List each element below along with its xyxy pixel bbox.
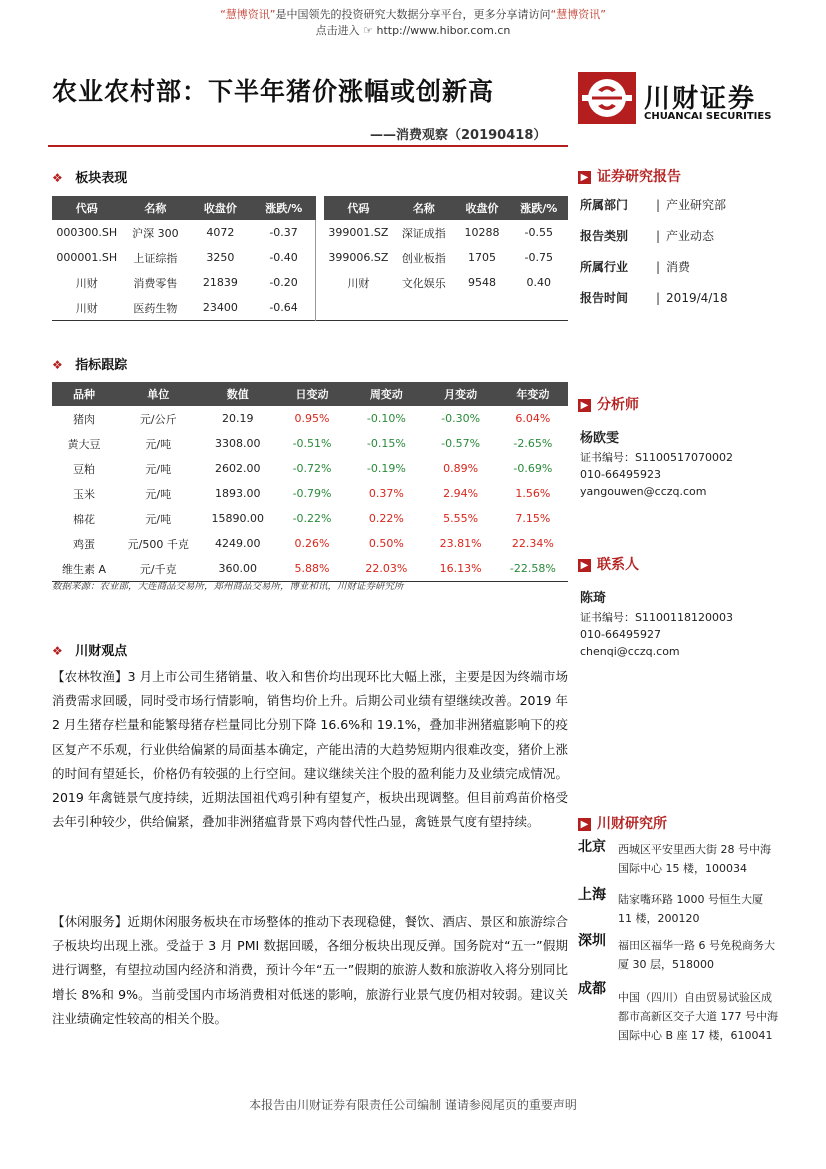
report-title: 农业农村部：下半年猪价涨幅或创新高 bbox=[52, 77, 495, 106]
col-year: 年变动 bbox=[498, 382, 568, 406]
col-close-2: 收盘价 bbox=[454, 196, 509, 220]
office-list bbox=[578, 836, 778, 1058]
office-beijing: 北京 西城区平安里西大街 28 号中海国际中心 15 楼，100034 bbox=[578, 839, 771, 875]
table-cell: 棉花 bbox=[72, 512, 95, 526]
meta-row: 报告时间 | 2019/4/18 bbox=[580, 291, 728, 305]
table-cell: 元/吨 bbox=[145, 437, 172, 451]
table-row: 川财 医药生物 23400 -0.64 bbox=[52, 295, 568, 321]
meta-row: 所属行业 | 消费 bbox=[580, 260, 691, 274]
logo-text-en: CHUANCAI SECURITIES bbox=[644, 111, 772, 122]
section-marker-icon: ▶ bbox=[578, 171, 591, 184]
table-cell: 2602.00 bbox=[214, 462, 261, 475]
table-row bbox=[52, 506, 568, 531]
report-type-heading: ▶ 证券研究报告 bbox=[578, 166, 681, 186]
table-cell: 维生素 A bbox=[61, 562, 106, 576]
office-shenzhen: 深圳 福田区福华一路 6 号免税商务大厦 30 层，518000 bbox=[578, 933, 775, 971]
table-cell: -0.72% bbox=[292, 462, 332, 475]
table-cell: -0.10% bbox=[366, 412, 406, 425]
table-row bbox=[52, 531, 568, 556]
table-cell: 0.37% bbox=[368, 487, 404, 500]
meta-row: 所属部门 | 产业研究部 bbox=[580, 198, 727, 212]
analyst-cert: 证书编号：S1100517070002 bbox=[580, 451, 733, 464]
table-row bbox=[52, 406, 568, 431]
table-cell: 3308.00 bbox=[214, 437, 261, 450]
table-cell: -0.51% bbox=[292, 437, 332, 450]
col-change: 涨跌/% bbox=[252, 196, 316, 220]
report-subtitle: ——消费观察（20190418） bbox=[370, 128, 547, 143]
table-cell: 鸡蛋 bbox=[72, 537, 95, 551]
table-cell: 1.56% bbox=[515, 487, 551, 500]
table-cell: 23.81% bbox=[439, 537, 482, 550]
analyst-info bbox=[580, 430, 780, 500]
table-cell: 猪肉 bbox=[72, 412, 95, 426]
table-cell: 0.22% bbox=[368, 512, 404, 525]
section-marker-icon: ▶ bbox=[578, 818, 591, 831]
contact-cert: 证书编号：S1100118120003 bbox=[580, 611, 733, 624]
table-row bbox=[52, 481, 568, 506]
table-cell: 5.55% bbox=[443, 512, 479, 525]
table-cell: 15890.00 bbox=[211, 512, 264, 525]
office-chengdu: 成都 中国（四川）自由贸易试验区成都市高新区交子大道 177 号中海国际中心 B 座 17 楼，610041 bbox=[578, 981, 778, 1042]
table-cell: 元/吨 bbox=[145, 512, 172, 526]
table-cell: 360.00 bbox=[218, 562, 257, 575]
table-cell: -0.15% bbox=[366, 437, 406, 450]
title-divider bbox=[48, 145, 568, 147]
table-cell: 20.19 bbox=[221, 412, 254, 425]
table-row: 000300.SH 沪深 300 4072 -0.37 399001.SZ 深证成指 10288 -0.55 bbox=[52, 220, 568, 245]
table-cell: -0.57% bbox=[441, 437, 481, 450]
banner-link-row bbox=[0, 22, 826, 38]
table-cell: 豆粕 bbox=[72, 462, 95, 476]
col-week: 周变动 bbox=[349, 382, 423, 406]
table-cell: -22.58% bbox=[509, 562, 556, 575]
banner-link-label: 点击进入 bbox=[315, 24, 360, 37]
meta-row: 报告类别 | 产业动态 bbox=[580, 229, 715, 243]
table-row bbox=[52, 431, 568, 456]
analyst-heading: ▶ 分析师 bbox=[578, 394, 639, 414]
col-item: 品种 bbox=[52, 382, 116, 406]
section-marker-icon: ▶ bbox=[578, 559, 591, 572]
views-paragraph-1: 【农林牧渔】3 月上市公司生猪销量、收入和售价均出现环比大幅上涨，主要是因为终端市场消费需求回暖，同时受市场行情影响，销售均价上升。后期公司业绩有望继续改善。2019 年 2 月生猪存栏量和能繁母猪存栏量同比分别下降 16.6%和 19.1%，叠加非洲猪瘟影响下的疫区复产不乐观，行业供给偏紧的局面基本确定，产能出清的大趋势短期内很难改变，猪价上涨的时间有望延长，价格仍有较强的上行空间。建议继续关注个股的盈利能力及业绩完成情况。2019 年禽链景气度持续，近期法国祖代鸡引种有望复产，板块出现调整。但目前鸡苗价格受去年引种较少，供给偏紧，叠加非洲猪瘟背景下鸡肉替代性凸显，禽链景气度有望持续。 bbox=[52, 669, 568, 830]
indicator-heading: ❖ 指标跟踪 bbox=[52, 358, 128, 373]
section-marker-icon: ▶ bbox=[578, 399, 591, 412]
indicator-table bbox=[52, 382, 568, 582]
table-cell: 元/公斤 bbox=[139, 412, 177, 426]
table-cell: 0.50% bbox=[368, 537, 404, 550]
col-month: 月变动 bbox=[423, 382, 497, 406]
diamond-bullet-icon: ❖ bbox=[52, 644, 63, 658]
table-cell: 0.95% bbox=[294, 412, 330, 425]
table-cell: -2.65% bbox=[513, 437, 553, 450]
table-cell: 1893.00 bbox=[214, 487, 261, 500]
table-cell: 元/千克 bbox=[139, 562, 177, 576]
banner-brand: “慧博资讯” bbox=[220, 8, 276, 21]
table-cell: -0.69% bbox=[513, 462, 553, 475]
table-cell: 4249.00 bbox=[214, 537, 261, 550]
banner-brand-2: “慧博资讯” bbox=[550, 8, 606, 21]
diamond-bullet-icon: ❖ bbox=[52, 358, 63, 372]
table-cell: 元/500 千克 bbox=[127, 537, 189, 551]
col-unit: 单位 bbox=[116, 382, 201, 406]
table-cell: 5.88% bbox=[294, 562, 330, 575]
diamond-bullet-icon: ❖ bbox=[52, 171, 63, 185]
top-banner bbox=[0, 6, 826, 22]
analyst-email[interactable]: yangouwen@cczq.com bbox=[580, 485, 707, 498]
table-cell: 0.26% bbox=[294, 537, 330, 550]
cursor-icon: ☞ bbox=[363, 24, 373, 37]
table-cell: 元/吨 bbox=[145, 462, 172, 476]
table-row bbox=[52, 456, 568, 481]
views-heading: ❖ 川财观点 bbox=[52, 644, 128, 659]
indicator-table-header bbox=[52, 382, 568, 406]
col-value: 数值 bbox=[201, 382, 275, 406]
company-logo-icon bbox=[578, 72, 636, 124]
table-cell: 黄大豆 bbox=[67, 437, 101, 451]
contact-name: 陈琦 bbox=[580, 591, 607, 606]
table-cell: 玉米 bbox=[72, 487, 95, 501]
contact-phone: 010-66495927 bbox=[580, 628, 661, 641]
views-paragraph-2: 【休闲服务】近期休闲服务板块在市场整体的推动下表现稳健，餐饮、酒店、景区和旅游综合子板块均出现上涨。受益于 3 月 PMI 数据回暖，各细分板块出现反弹。国务院对“五一”假期进行调整，有望拉动国内经济和消费，预计今年“五一”假期的旅游人数和旅游收入将分别同比增长 8%和 9%。当前受国内市场消费相对低迷的影响，旅游行业景气度仍相对较弱。建议关注业绩确定性较高的相关个股。 bbox=[52, 914, 568, 1026]
col-day: 日变动 bbox=[275, 382, 349, 406]
page-footer: 本报告由川财证券有限责任公司编制 谨请参阅尾页的重要声明 bbox=[249, 1098, 577, 1112]
table-cell: 22.03% bbox=[365, 562, 408, 575]
table-cell: 6.04% bbox=[515, 412, 551, 425]
table-cell: -0.30% bbox=[441, 412, 481, 425]
analyst-phone: 010-66495923 bbox=[580, 468, 661, 481]
col-code: 代码 bbox=[52, 196, 122, 220]
table-row: 000001.SH 上证综指 3250 -0.40 399006.SZ 创业板指 1705 -0.75 bbox=[52, 245, 568, 270]
table-cell: -0.79% bbox=[292, 487, 332, 500]
contact-heading: ▶ 联系人 bbox=[578, 554, 639, 574]
table-cell: 2.94% bbox=[443, 487, 479, 500]
col-name-2: 名称 bbox=[393, 196, 454, 220]
table-cell: 0.89% bbox=[443, 462, 479, 475]
col-code-2: 代码 bbox=[324, 196, 394, 220]
table-cell: 16.13% bbox=[439, 562, 482, 575]
banner-text: 是中国领先的投资研究大数据分享平台，更多分享请访问 bbox=[275, 8, 551, 21]
institute-heading: ▶ 川财研究所 bbox=[578, 813, 667, 833]
sector-table-header bbox=[52, 196, 568, 220]
contact-info bbox=[580, 590, 780, 660]
table-cell: -0.19% bbox=[366, 462, 406, 475]
col-close: 收盘价 bbox=[189, 196, 252, 220]
col-change-2: 涨跌/% bbox=[509, 196, 568, 220]
banner-url[interactable]: http://www.hibor.com.cn bbox=[376, 24, 511, 37]
data-source-note: 数据来源：农业部，大连商品交易所，郑州商品交易所，博亚和讯，川财证券研究所 bbox=[52, 581, 404, 592]
table-cell: 元/吨 bbox=[145, 487, 172, 501]
table-cell: 22.34% bbox=[511, 537, 554, 550]
table-cell: -0.22% bbox=[292, 512, 332, 525]
contact-email[interactable]: chenqi@cczq.com bbox=[580, 645, 680, 658]
sector-heading: ❖ 板块表现 bbox=[52, 171, 128, 186]
report-meta bbox=[580, 196, 780, 320]
sector-table bbox=[52, 196, 568, 321]
col-name: 名称 bbox=[122, 196, 190, 220]
logo-text-cn: 川财证券 bbox=[644, 84, 757, 114]
analyst-name: 杨欧雯 bbox=[580, 431, 620, 446]
table-row: 川财 消费零售 21839 -0.20 川财 文化娱乐 9548 0.40 bbox=[52, 270, 568, 295]
table-cell: 7.15% bbox=[515, 512, 551, 525]
office-shanghai: 上海 陆家嘴环路 1000 号恒生大厦 11 楼，200120 bbox=[578, 887, 763, 925]
